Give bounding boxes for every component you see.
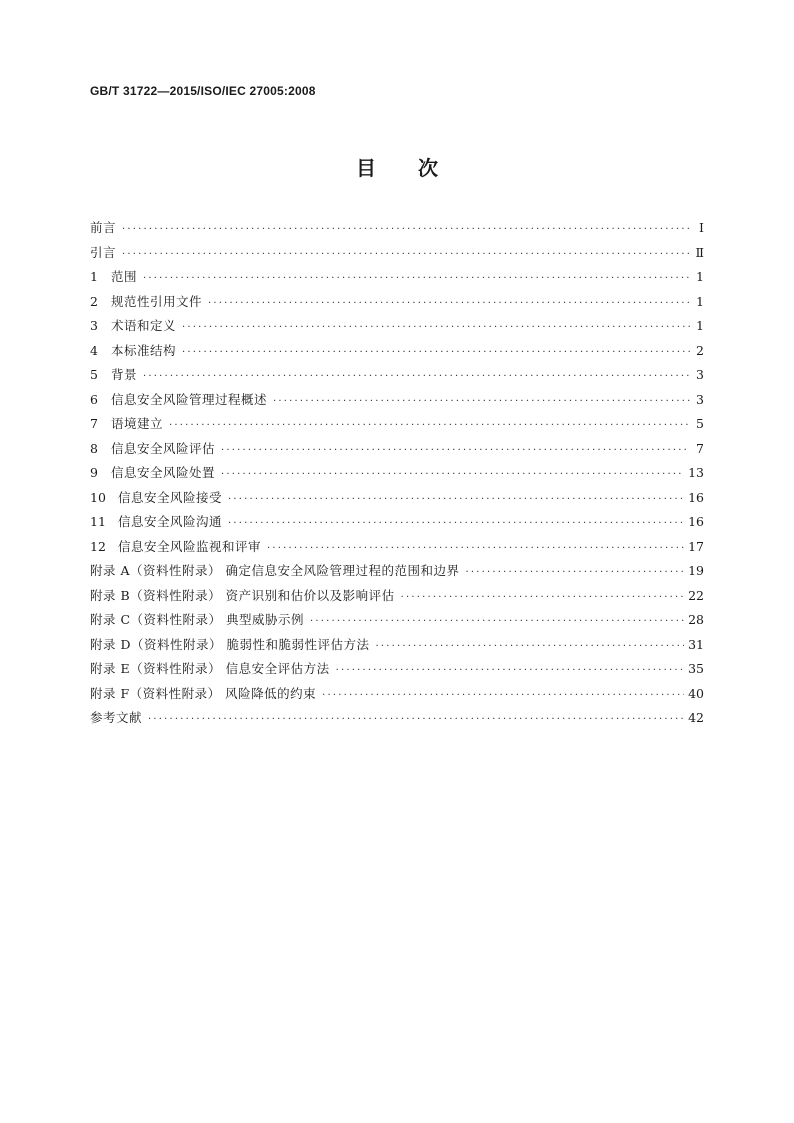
title-char-2: 次 bbox=[418, 156, 438, 180]
toc-entry-8[interactable] bbox=[90, 437, 704, 462]
toc-leader-dots bbox=[401, 586, 684, 611]
toc-page-number: 1 bbox=[696, 318, 704, 333]
toc-entry-text: 信息安全风险监视和评审 bbox=[118, 538, 262, 554]
toc-entry-text: 附录 B（资料性附录） 资产识别和估价以及影响评估 bbox=[90, 587, 395, 603]
toc-entry-number: 3 bbox=[90, 318, 98, 333]
toc-entry-number: 10 bbox=[90, 489, 106, 505]
toc-entry-text: 附录 C（资料性附录） 典型威胁示例 bbox=[90, 612, 305, 627]
toc-entry-9[interactable] bbox=[90, 461, 704, 486]
toc-entry-1[interactable] bbox=[90, 265, 704, 290]
toc-entry-text: 语境建立 bbox=[111, 416, 164, 431]
toc-page-number: 19 bbox=[688, 563, 704, 578]
toc-entry-text: 前言 bbox=[90, 220, 117, 235]
toc-leader-dots bbox=[182, 316, 690, 341]
toc-entry-annex-f[interactable] bbox=[90, 682, 704, 707]
toc-leader-dots bbox=[465, 561, 684, 586]
toc-leader-dots bbox=[122, 218, 690, 243]
toc-leader-dots bbox=[310, 610, 684, 635]
toc-entry-text: 范围 bbox=[111, 269, 138, 284]
toc-entry-text: 背景 bbox=[111, 367, 138, 382]
toc-page-number: 35 bbox=[688, 661, 704, 676]
toc-entry-number: 7 bbox=[90, 416, 98, 431]
toc-entry-text: 术语和定义 bbox=[111, 318, 177, 333]
toc-entry-10[interactable] bbox=[90, 486, 704, 511]
toc-entry-annex-b[interactable] bbox=[90, 584, 704, 609]
toc-entry-text: 引言 bbox=[90, 244, 117, 260]
toc-entry-number: 2 bbox=[90, 293, 98, 309]
toc-entry-7[interactable] bbox=[90, 412, 704, 437]
toc-leader-dots bbox=[208, 292, 690, 317]
toc-entry-number: 9 bbox=[90, 465, 98, 480]
toc-entry-5[interactable] bbox=[90, 363, 704, 388]
table-of-contents bbox=[90, 216, 704, 731]
toc-entry-annex-a[interactable] bbox=[90, 559, 704, 584]
toc-entry-number: 6 bbox=[90, 391, 98, 407]
toc-leader-dots bbox=[273, 390, 690, 415]
toc-page-number: 22 bbox=[688, 587, 704, 603]
document-code: GB/T 31722—2015/ISO/IEC 27005:2008 bbox=[90, 84, 316, 98]
toc-entry-4[interactable] bbox=[90, 339, 704, 364]
toc-leader-dots bbox=[336, 659, 685, 684]
toc-leader-dots bbox=[322, 684, 684, 709]
toc-entry-text: 本标准结构 bbox=[111, 342, 177, 358]
toc-page-number: 3 bbox=[696, 367, 704, 382]
toc-entry-number: 8 bbox=[90, 440, 98, 456]
toc-page-number: 42 bbox=[688, 710, 704, 725]
toc-entry-annex-e[interactable] bbox=[90, 657, 704, 682]
toc-page-number: 16 bbox=[688, 514, 704, 529]
toc-leader-dots bbox=[228, 512, 684, 537]
toc-entry-bibliography[interactable] bbox=[90, 706, 704, 731]
toc-page-number: Ⅰ bbox=[699, 220, 704, 235]
toc-leader-dots bbox=[228, 488, 684, 513]
toc-leader-dots bbox=[267, 537, 684, 562]
toc-entry-text: 信息安全风险处置 bbox=[111, 465, 216, 480]
toc-entry-number: 5 bbox=[90, 367, 98, 382]
toc-entry-annex-d[interactable] bbox=[90, 633, 704, 658]
toc-page-number: 7 bbox=[696, 440, 704, 456]
toc-page-number: 13 bbox=[688, 465, 704, 480]
toc-entry-text: 信息安全风险管理过程概述 bbox=[111, 391, 268, 407]
toc-page-number: 5 bbox=[696, 416, 704, 431]
toc-entry-text: 信息安全风险接受 bbox=[118, 489, 223, 505]
toc-entry-text: 附录 E（资料性附录） 信息安全评估方法 bbox=[90, 661, 330, 676]
toc-leader-dots bbox=[143, 267, 690, 292]
toc-entry-11[interactable] bbox=[90, 510, 704, 535]
toc-page-number: 1 bbox=[696, 293, 704, 309]
toc-leader-dots bbox=[221, 463, 684, 488]
toc-leader-dots bbox=[122, 243, 690, 268]
toc-entry-12[interactable] bbox=[90, 535, 704, 560]
toc-entry-text: 附录 D（资料性附录） 脆弱性和脆弱性评估方法 bbox=[90, 636, 370, 652]
toc-leader-dots bbox=[143, 365, 690, 390]
toc-page-number: 3 bbox=[696, 391, 704, 407]
toc-page-number: 17 bbox=[688, 538, 704, 554]
toc-entry-number: 12 bbox=[90, 538, 106, 554]
toc-entry-annex-c[interactable] bbox=[90, 608, 704, 633]
toc-entry-number: 4 bbox=[90, 342, 98, 358]
toc-leader-dots bbox=[169, 414, 690, 439]
toc-page-number: 28 bbox=[688, 612, 704, 627]
page-title bbox=[0, 152, 794, 181]
toc-entry-3[interactable] bbox=[90, 314, 704, 339]
toc-leader-dots bbox=[221, 439, 690, 464]
toc-page-number: 31 bbox=[688, 636, 704, 652]
toc-entry-introduction[interactable] bbox=[90, 241, 704, 266]
toc-entry-text: 信息安全风险评估 bbox=[111, 440, 216, 456]
toc-page-number: Ⅱ bbox=[695, 244, 704, 260]
toc-entry-text: 附录 F（资料性附录） 风险降低的约束 bbox=[90, 685, 317, 701]
toc-entry-number: 11 bbox=[90, 514, 106, 529]
toc-leader-dots bbox=[375, 635, 684, 660]
toc-entry-text: 规范性引用文件 bbox=[111, 293, 203, 309]
toc-page-number: 16 bbox=[688, 489, 704, 505]
toc-page-number: 40 bbox=[688, 685, 704, 701]
toc-entry-text: 参考文献 bbox=[90, 710, 143, 725]
toc-entry-number: 1 bbox=[90, 269, 98, 284]
toc-entry-foreword[interactable] bbox=[90, 216, 704, 241]
toc-entry-text: 附录 A（资料性附录） 确定信息安全风险管理过程的范围和边界 bbox=[90, 563, 460, 578]
toc-leader-dots bbox=[182, 341, 690, 366]
toc-page-number: 2 bbox=[696, 342, 704, 358]
toc-leader-dots bbox=[148, 708, 684, 733]
title-char-1: 目 bbox=[356, 156, 376, 180]
toc-entry-2[interactable] bbox=[90, 290, 704, 315]
toc-page-number: 1 bbox=[696, 269, 704, 284]
toc-entry-6[interactable] bbox=[90, 388, 704, 413]
toc-entry-text: 信息安全风险沟通 bbox=[118, 514, 223, 529]
